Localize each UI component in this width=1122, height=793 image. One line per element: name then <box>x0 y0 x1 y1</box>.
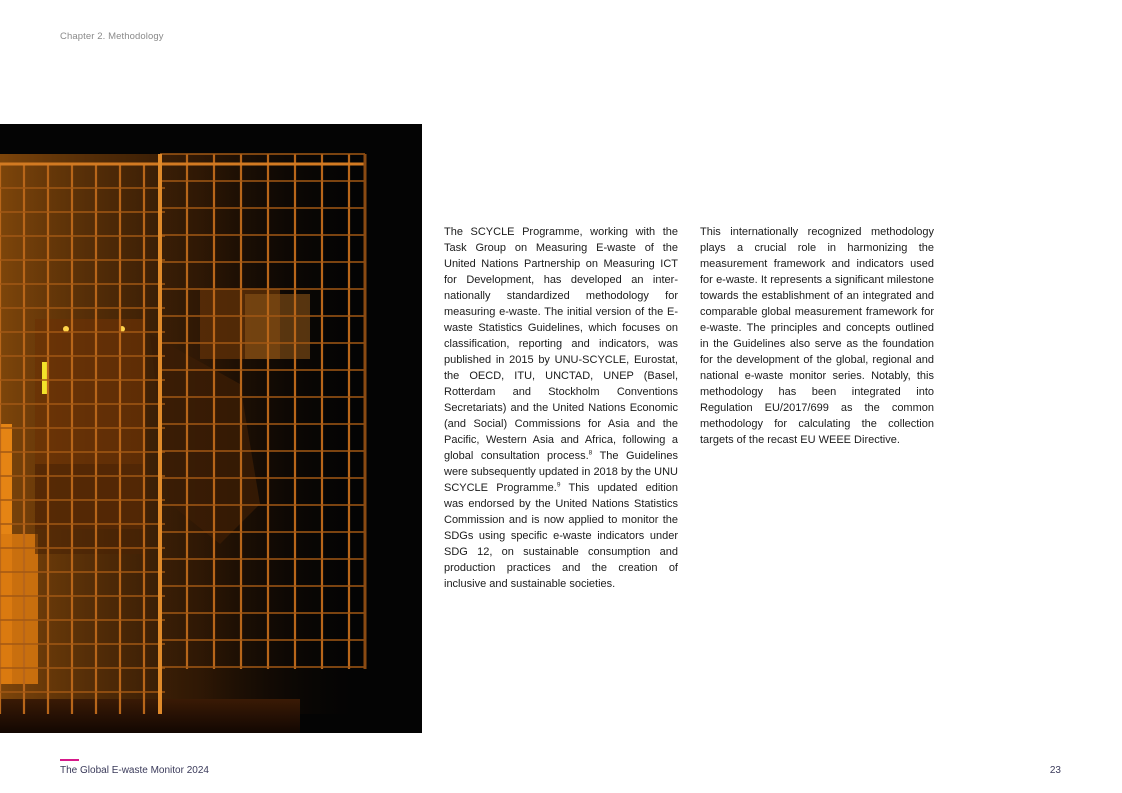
footnote-ref-8[interactable]: 8 <box>588 449 593 457</box>
footer-accent-bar <box>60 759 79 761</box>
publication-title: The Global E-waste Monitor 2024 <box>60 765 209 776</box>
photo-illustration <box>0 124 422 733</box>
left-paragraph-part1: The SCYCLE Programme, working with the Task Group on Measuring E-waste of the United Nations Partnership on Measuring ICT for Development, has developed an internationally standardized methodology for measuring e-waste. The initial version of the E-waste Statistics Guidelines, which focuses on classification, reporting and indicators, was published in 2015 by UNU-SCYCLE, Eurostat, the OECD, ITU, UNCTAD, UNEP (Basel, Rotterdam and Stockholm Conventions Secretariats) and the United Nations Economic (and Social) Commissions for Asia and the Pacific, Western Asia and Africa, following a global consultation process. <box>444 226 678 462</box>
body-column-right: This internationally recognized methodology plays a crucial role in harmonizing the measurement framework and indicators used for e-waste. It represents a significant milestone towards the establishment of an integrated and comparable global measurement framework for e-waste. The principles and concepts outlined in the Guidelines also serve as the foundation for the development of the global, regional and national e-waste monitor series. Notably, this methodology has been integrated into Regulation EU/2017/699 as the common methodology for calculating the collection targets of the recast EU WEEE Directive. <box>700 226 934 446</box>
left-paragraph-part2: The Guidelines were subsequently updated in 2018 by the UNU SCYCLE Programme. <box>444 450 678 494</box>
ewaste-cages-photo <box>0 124 422 733</box>
chapter-header: Chapter 2. Methodology <box>60 31 164 42</box>
page-number: 23 <box>1049 765 1061 776</box>
left-paragraph-part3: This updated edition was endorsed by the United Nations Statistics Commission and is now applied to monitor the SDGs using specific e-waste indicators under SDG 12, on sustainable consumption and production practices and the creation of inclusive and sustainable societies. <box>444 482 678 590</box>
footnote-ref-9[interactable]: 9 <box>556 481 561 489</box>
body-column-left <box>444 224 678 592</box>
